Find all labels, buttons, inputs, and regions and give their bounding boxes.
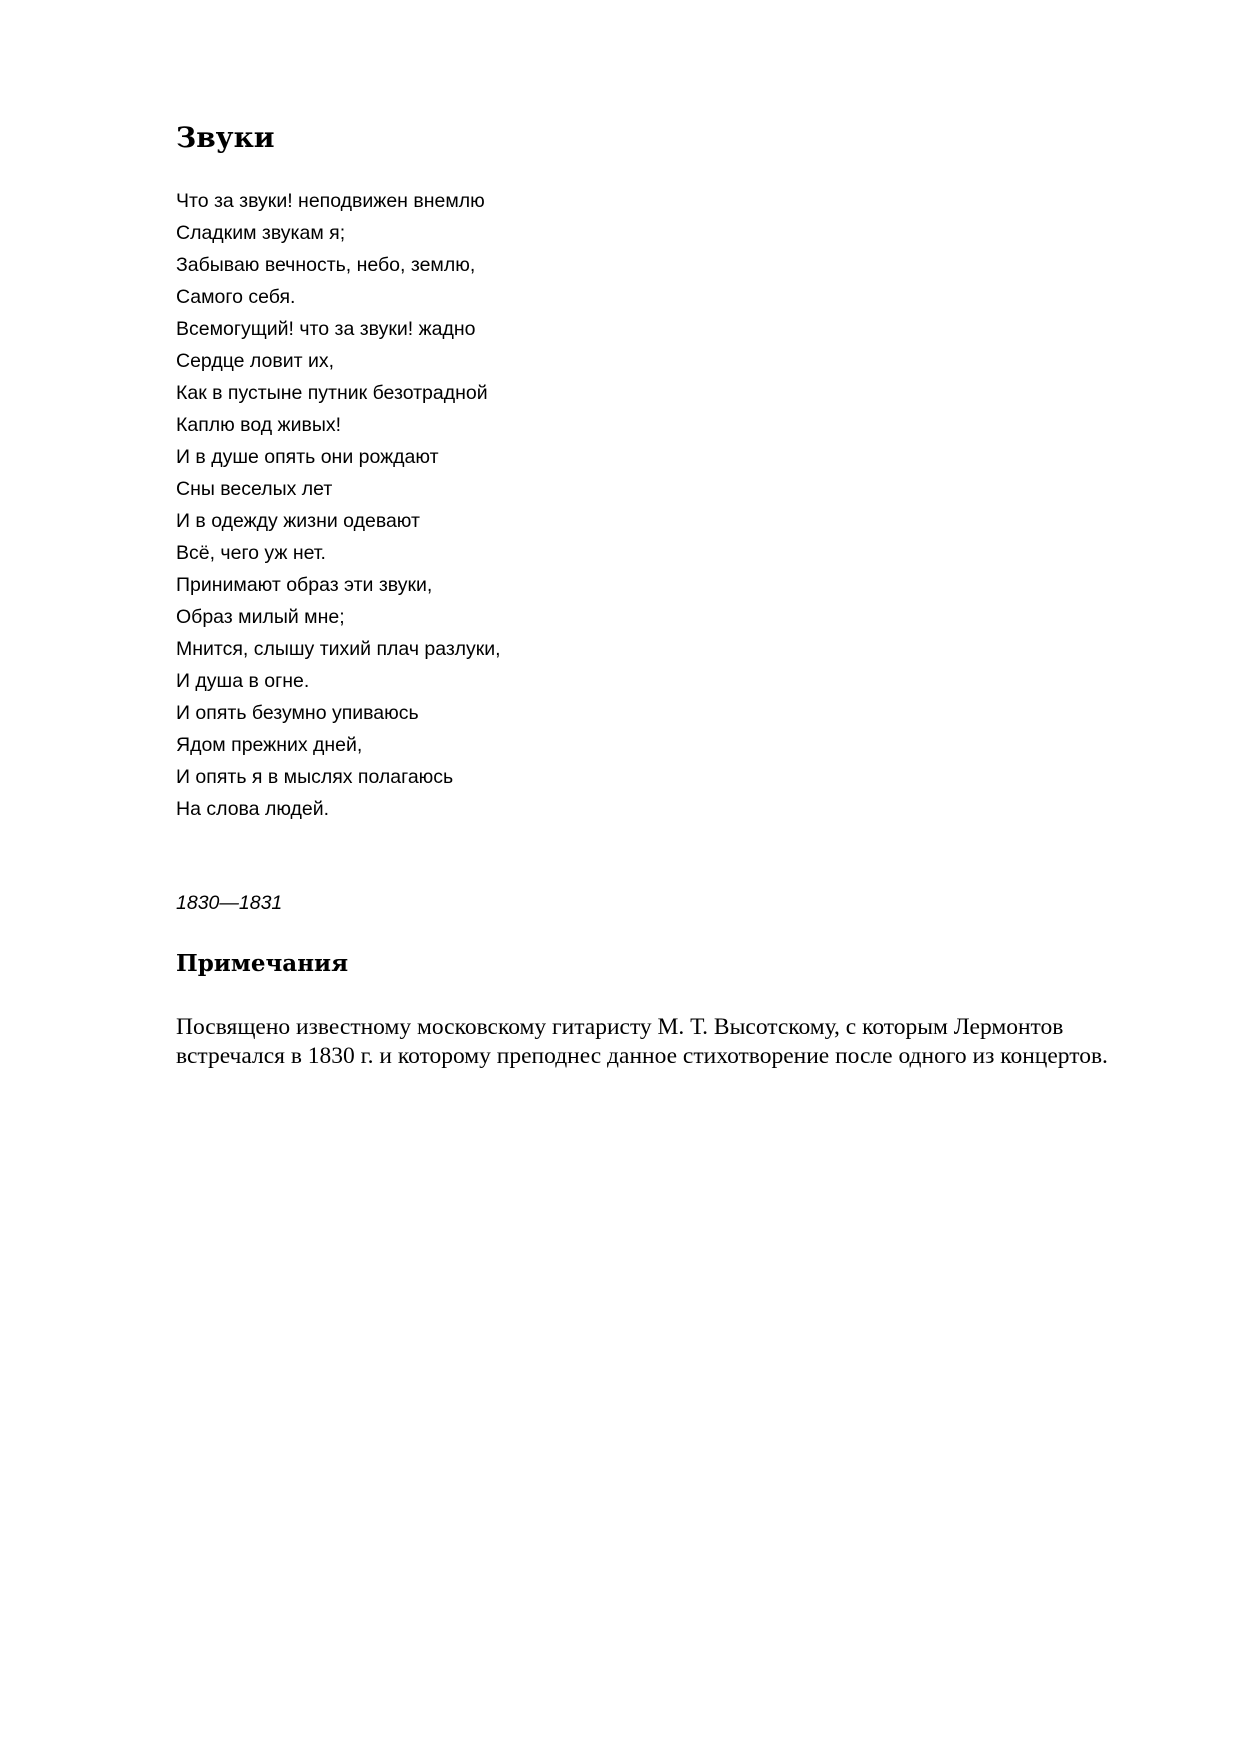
- poem-line: Каплю вод живых!: [176, 414, 342, 436]
- poem-line: На слова людей.: [176, 798, 330, 820]
- poem-line: Мнится, слышу тихий плач разлуки,: [176, 638, 501, 660]
- poem-line: Сны веселых лет: [176, 478, 333, 500]
- poem-line: И опять я в мыслях полагаюсь: [176, 766, 454, 788]
- poem-line: Ядом прежних дней,: [176, 734, 363, 756]
- poem-line: Принимают образ эти звуки,: [176, 574, 433, 596]
- poem-date: 1830—1831: [176, 892, 283, 914]
- poem-line: Что за звуки! неподвижен внемлю: [176, 190, 485, 212]
- poem-line: Всемогущий! что за звуки! жадно: [176, 318, 476, 340]
- poem-line: Всё, чего уж нет.: [176, 542, 326, 564]
- poem-title: Звуки: [176, 121, 275, 154]
- poem-line: И в душе опять они рождают: [176, 446, 439, 468]
- notes-text: Посвящено известному московскому гитаристу М. Т. Высотскому, с которым Лермонтов встречался в 1830 г. и которому преподнес данное стихотворение после одного из концертов.: [176, 1014, 1108, 1069]
- poem-line: Самого себя.: [176, 286, 296, 308]
- poem-line: Сладким звукам я;: [176, 222, 346, 244]
- poem-line: И душа в огне.: [176, 670, 310, 692]
- poem-line: Образ милый мне;: [176, 606, 345, 628]
- poem-line: Как в пустыне путник безотрадной: [176, 382, 488, 404]
- poem-line: Сердце ловит их,: [176, 350, 335, 372]
- poem-line: И в одежду жизни одевают: [176, 510, 420, 532]
- poem-line: И опять безумно упиваюсь: [176, 702, 419, 724]
- notes-heading: Примечания: [176, 950, 349, 977]
- poem-line: Забываю вечность, небо, землю,: [176, 254, 476, 276]
- poem-body: [176, 185, 501, 825]
